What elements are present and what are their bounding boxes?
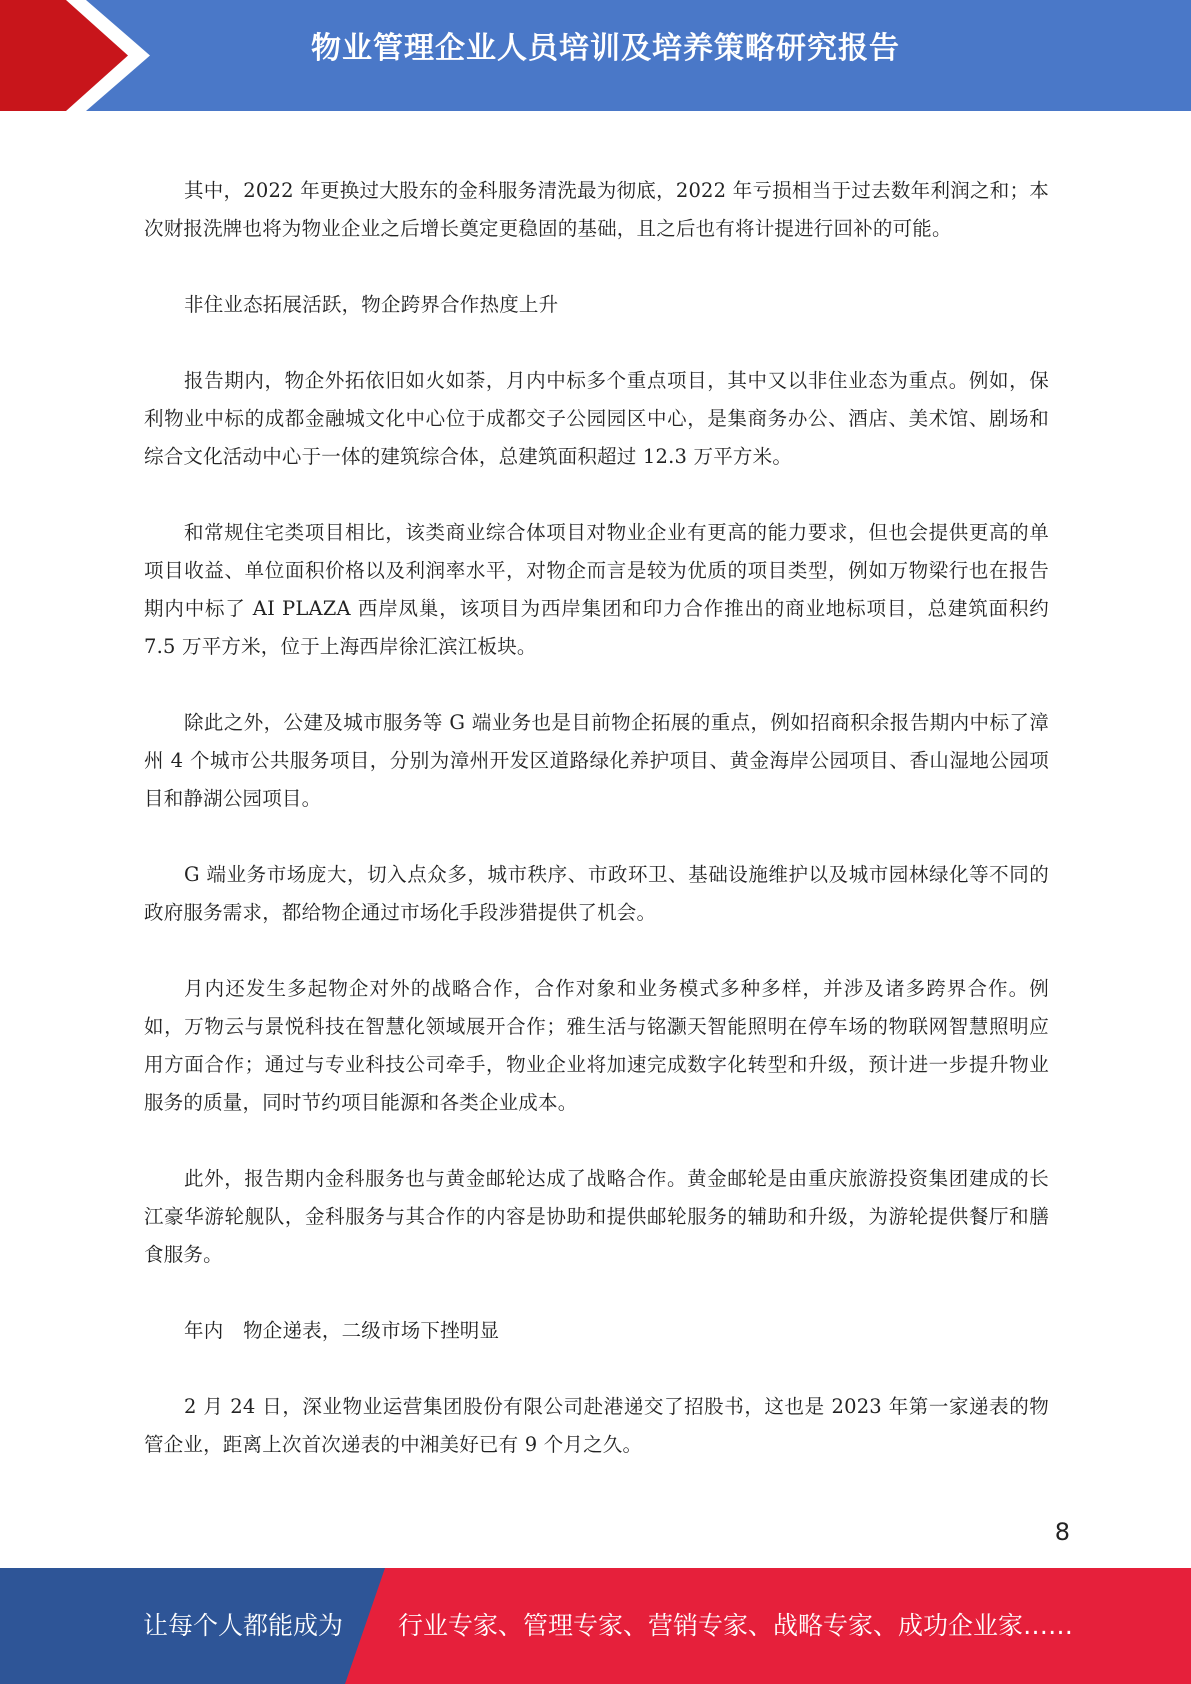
page-header <box>0 0 1191 111</box>
paragraph: 此外，报告期内金科服务也与黄金邮轮达成了战略合作。黄金邮轮是由重庆旅游投资集团建成的长江豪华游轮舰队，金科服务与其合作的内容是协助和提供邮轮服务的辅助和升级，为游轮提供餐厅和膳食服务。 <box>144 1167 1049 1266</box>
footer-slogan-right: 行业专家、管理专家、营销专家、战略专家、成功企业家…… <box>398 1611 1074 1640</box>
document-body <box>144 172 1049 1502</box>
document-title: 物业管理企业人员培训及培养策略研究报告 <box>311 31 900 66</box>
page-number: 8 <box>1054 1518 1070 1546</box>
paragraph: 和常规住宅类项目相比，该类商业综合体项目对物业企业有更高的能力要求，但也会提供更高的单项目收益、单位面积价格以及利润率水平，对物企而言是较为优质的项目类型，例如万物梁行也在报告期内中标了 AI PLAZA 西岸凤巢，该项目为西岸集团和印力合作推出的商业地标项目，总建筑面积约 7.5 万平方米，位于上海西岸徐汇滨江板块。 <box>144 521 1049 658</box>
paragraph: 月内还发生多起物企对外的战略合作，合作对象和业务模式多种多样，并涉及诸多跨界合作。例如，万物云与景悦科技在智慧化领域展开合作；雅生活与铭灏天智能照明在停车场的物联网智慧照明应用方面合作；通过与专业科技公司牵手，物业企业将加速完成数字化转型和升级，预计进一步提升物业服务的质量，同时节约项目能源和各类企业成本。 <box>144 977 1049 1114</box>
paragraph: G 端业务市场庞大，切入点众多，城市秩序、市政环卫、基础设施维护以及城市园林绿化等不同的政府服务需求，都给物企通过市场化手段涉猎提供了机会。 <box>144 863 1049 924</box>
footer-slogan-left: 让每个人都能成为 <box>143 1611 344 1640</box>
paragraph: 除此之外，公建及城市服务等 G 端业务也是目前物企拓展的重点，例如招商积余报告期内中标了漳州 4 个城市公共服务项目，分别为漳州开发区道路绿化养护项目、黄金海岸公园项目、香山湿地公园项目和静湖公园项目。 <box>144 711 1049 810</box>
paragraph: 2 月 24 日，深业物业运营集团股份有限公司赴港递交了招股书，这也是 2023 年第一家递表的物管企业，距离上次首次递表的中湘美好已有 9 个月之久。 <box>144 1395 1049 1456</box>
section-heading: 年内 物企递表，二级市场下挫明显 <box>184 1319 500 1342</box>
section-heading: 非住业态拓展活跃，物企跨界合作热度上升 <box>184 293 559 316</box>
page-footer <box>0 1568 1191 1684</box>
paragraph: 其中，2022 年更换过大股东的金科服务清洗最为彻底，2022 年亏损相当于过去数年利润之和；本次财报洗牌也将为物业企业之后增长奠定更稳固的基础，且之后也有将计提进行回补的可能。 <box>144 179 1049 240</box>
paragraph: 报告期内，物企外拓依旧如火如荼，月内中标多个重点项目，其中又以非住业态为重点。例如，保利物业中标的成都金融城文化中心位于成都交子公园园区中心，是集商务办公、酒店、美术馆、剧场和综合文化活动中心于一体的建筑综合体，总建筑面积超过 12.3 万平方米。 <box>144 369 1049 468</box>
